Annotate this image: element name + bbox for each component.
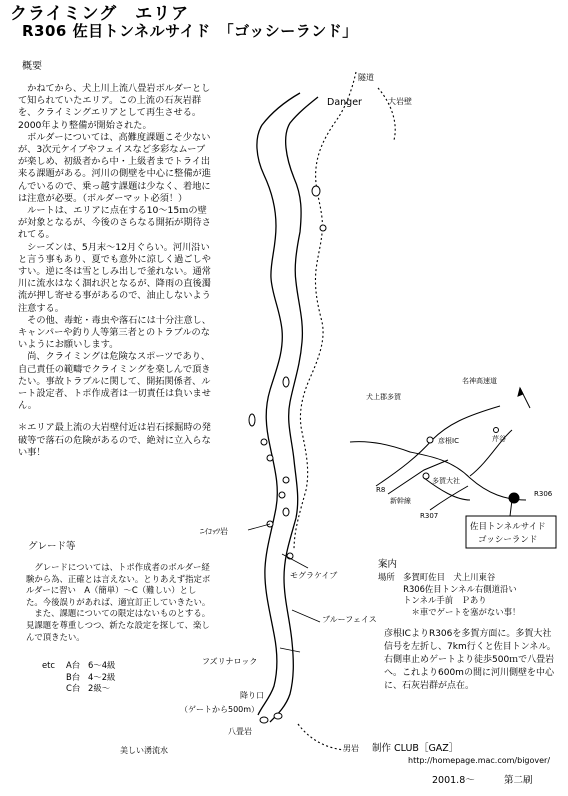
guide-lines [378,572,563,618]
grade-row: etc A台 6～4級 [42,660,116,670]
hikone-ic-label: 彦根IC [438,437,459,445]
boulder-marker [312,186,320,196]
grade-row: C台 2級～ [66,683,111,694]
area-box-subtitle: ゴッシーランド [478,535,538,545]
overview-warning: ＊エリア最上流の大岩壁付近は岩石採掘時の発破等で落石の危険があるので、絶対に立入らない事！ [18,422,211,458]
otoko-rock-label: 男岩 [343,744,359,753]
tai-town-label: 犬上郡多賀 [366,393,401,401]
grade-heading: グレード等 [28,541,76,552]
taga-shrine-label: 多賀大社 [432,477,460,485]
tunnel-label: 隧道 [358,73,374,82]
grade-row: B台 4～2級 [66,671,116,682]
road-dashed [294,72,356,550]
boulder-marker [283,377,289,387]
leader-line [282,554,308,568]
leader-line [292,610,320,622]
grade-paragraph: また、課題についての限定はないものとする。見課題を尊重しつつ、新たな設定を探して、楽しんで頂きたい。 [26,608,211,642]
boulder-marker [261,439,267,445]
access-route-main [376,406,500,486]
overview-paragraph: ボルダーについては、高難度課題こそ少ないが、3次元ケイブやフェイスなど多彩なムーブが楽しめ、初級者から中・上級者までトライ出来る課題がある。河川の側壁を中心に整備が進んでいるので、乗っ越す課題は少なく、着地には注意が必要。（ボルダーマット必須！） [18,131,211,204]
blue-face-label: ブルーフェイス [322,615,377,624]
boulder-marker [274,713,282,719]
overview-paragraph: その他、毒蛇・毒虫や落石には十分注意し、キャンパーや釣り人等第三者とのトラブルのないようにお願いします。 [18,314,211,351]
overview-paragraph: 尚、クライミングは危険なスポーツであり、自己責任の範疇でクライミングを楽しんで頂きたい。事故トラブルに関して、開拓関係者、ルート設定者、トポ作成者は一切責任は負いません。 [18,351,211,412]
overview-paragraph: ルートは、エリアに点在する10～15ｍの壁が対象となるが、今後のさらなる開拓が期待されてる。 [18,205,211,241]
guide-line: ＊車でゲートを塞がない事！ [378,606,521,617]
leader-line [280,648,300,652]
date: 2001.8～ [432,775,475,786]
title-line2: R306 佐目トンネルサイド 「ゴッシーランド」 [22,22,358,40]
river-bank-left [257,93,300,715]
title-line1: クライミング エリア [10,4,190,24]
grade-paragraph: グレードについては、トポ作成者のボルダー経験から為、正確とは言えない。とりあえず指定ボルダーに習い A（簡単）～C（難しい）とした。今後誤りがあれば、適宜訂正していきたい。 [26,562,211,607]
shinkansen-label: 新幹線 [390,497,411,505]
mogura-cave-label: モグラケイブ [290,571,338,580]
fuzurina-rock-label: フズリナロック [202,657,258,666]
r306-label: R306 [534,490,553,498]
big-wall-label: 大岩壁 [388,97,412,106]
danger-label: Danger [327,97,362,108]
boulder-marker [267,455,273,461]
boulder-marker [283,508,289,516]
sazame-label: 芹谷 [492,435,506,443]
guide-line: R306佐目トンネル右側道沿い [378,583,517,594]
guide-line: トンネル手前 Ｐあり [378,595,487,606]
hikone-ic-marker [427,437,433,443]
hachijo-rock-label: 八畳岩 [228,727,252,736]
river-bank-right [270,97,318,722]
road-dashed-lower [298,724,344,750]
guide-line: 場所 多賀町佐目 犬上川東谷 [378,572,496,582]
credit: 制作 CLUB［GAZ］ [372,743,459,754]
meishin-label: 名神高速道 [462,377,497,385]
boulder-marker [249,414,255,426]
overview-paragraph: かねてから、犬上川上流八畳岩ボルダーとして知られていたエリア。この上流の石灰岩群を、クライミングエリアとして再生させる。2000年より整備が開始された。 [18,83,211,131]
edition: 第二刷 [504,775,533,786]
north-arrow [518,388,530,408]
r307-label: R307 [420,512,439,520]
spring-label: 美しい湧流水 [120,746,168,755]
area-box-title: 佐目トンネルサイド [470,522,546,532]
sazame-marker [494,428,499,433]
ninja-rock-label: ﾆｲｺｯﾂ岩 [200,527,228,536]
r8-label: R8 [376,486,386,494]
boulder-marker [260,717,268,723]
access-route-r307 [430,486,468,510]
overview-paragraph: シーズンは、5月末～12月ぐらい。河川沿いと言う事もあり、夏でも意外に涼しく過ごしやすい。逆に冬は雪としみ出しで釜れない。通常川に流水はなく涸れ沢となるが、降雨の直後濁流が押し寄せる事があるので、油止しないよう注意する。 [18,241,211,314]
entrance-label: 降り口 [240,691,264,700]
guide-heading: 案内 [378,559,398,570]
gate-distance-label: （ゲートから500m） [180,705,260,714]
url: http://homepage.mac.com/bigover/ [408,756,551,765]
taga-marker [423,473,429,479]
overview-heading: 概要 [22,61,42,72]
boulder-marker [279,492,285,498]
area-marker [509,493,519,503]
guide-directions: 彦根ICよりR306を多賀方面に。多賀大社信号を左折し、7km行くと佐目トンネル。右側車止めゲートより徒歩500ｍで八畳岩へ。これより600mの間に河川側壁を中心に、石灰岩群が点在。 [384,629,556,691]
leader-line [248,524,270,530]
boulder-marker [320,225,326,231]
boulder-marker [283,477,289,483]
